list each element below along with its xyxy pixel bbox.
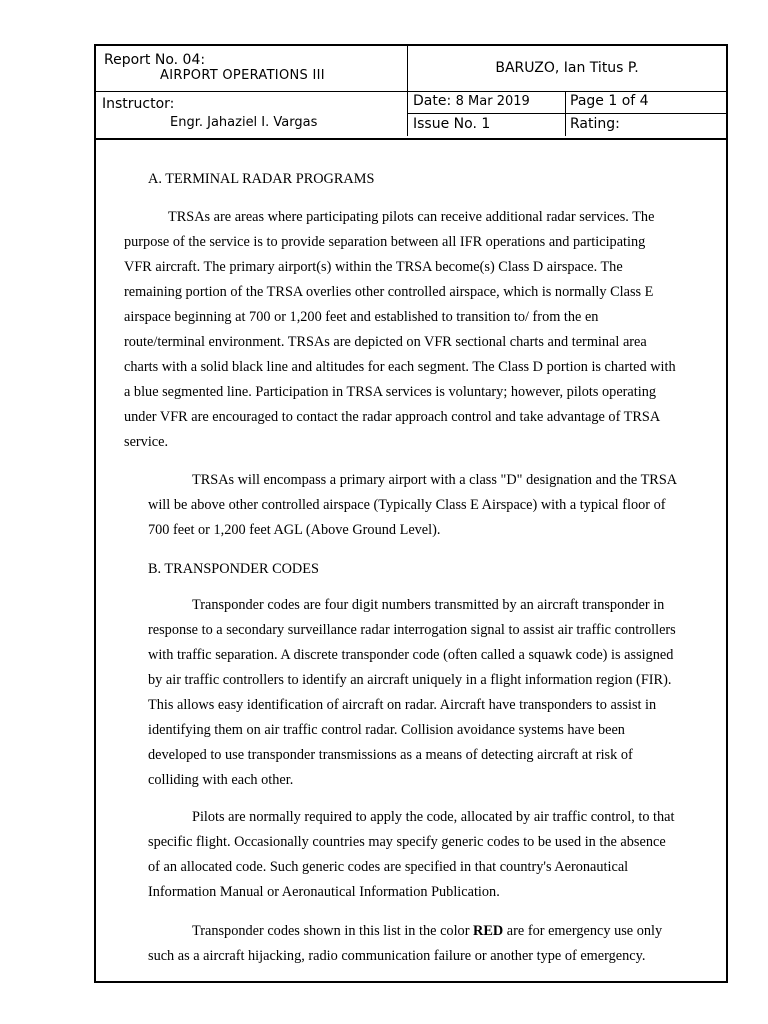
header-divider (96, 91, 726, 92)
section-a-paragraph-2: TRSAs will encompass a primary airport with a class "D" designation and the TRSA will be above other controlled airspace (Typically Class E Airspace) with a typical floor of 700 feet or 1,200 feet AGL (Above Ground Level). (148, 472, 678, 538)
date-value: 8 Mar 2019 (455, 94, 530, 109)
section-b-heading: B. TRANSPONDER CODES (148, 561, 319, 577)
emphasis-red: RED (473, 923, 504, 939)
section-a-heading: A. TERMINAL RADAR PROGRAMS (148, 171, 375, 187)
page-number: Page 1 of 4 (570, 93, 649, 109)
header-divider (565, 91, 566, 136)
section-b-paragraph-3: Transponder codes shown in this list in the color RED are for emergency use only such as a aircraft hijacking, radio communication failure or another type of emergency. (148, 923, 663, 964)
issue-number: Issue No. 1 (413, 116, 491, 132)
student-name: BARUZO, Ian Titus P. (495, 60, 639, 76)
section-a-paragraph-1: TRSAs are areas where participating pilots can receive additional radar services. The purpose of the service is to provide separation between all IFR operations and participating VFR aircraft. The primary airport(s) within the TRSA become(s) Class D airspace. The remaining portion of the TRSA overlies other controlled airspace, which is normally Class E airspace beginning at 700 or 1,200 feet and established to transition to/ from the en route/terminal environment. TRSAs are depicted on VFR sectional charts and terminal area charts with a solid black line and altitudes for each segment. The Class D portion is charted with a blue segmented line. Participation in TRSA services is voluntary; however, pilots operating under VFR are encouraged to contact the radar approach control and take advantage of TRSA service. (124, 209, 676, 450)
instructor-label: Instructor: (102, 96, 175, 112)
section-b-paragraph-1: Transponder codes are four digit numbers transmitted by an aircraft transponder in response to a secondary surveillance radar interrogation signal to assist air traffic controllers with traffic separation. A discrete transponder code (often called a squawk code) is assigned by air traffic controllers to identify an aircraft uniquely in a flight information region (FIR). This allows easy identification of aircraft on radar. Aircraft have transponders to assist in identifying them on air traffic control radar. Collision avoidance systems have been developed to use transponder transmissions as a means of detecting aircraft at risk of colliding with each other. (148, 597, 676, 788)
date-label: Date: (413, 93, 452, 109)
report-page (94, 44, 728, 983)
report-header (96, 46, 726, 140)
section-b-paragraph-2: Pilots are normally required to apply the code, allocated by air traffic control, to that specific flight. Occasionally countries may specify generic codes to be used in the absence of an allocated code. Such generic codes are specified in that country's Aeronautical Information Manual or Aeronautical Information Publication. (148, 809, 675, 900)
header-divider (407, 113, 726, 114)
instructor-name: Engr. Jahaziel I. Vargas (170, 115, 318, 130)
rating-label: Rating: (570, 116, 620, 132)
course-title: AIRPORT OPERATIONS III (160, 68, 325, 83)
report-number: Report No. 04: (104, 52, 206, 68)
